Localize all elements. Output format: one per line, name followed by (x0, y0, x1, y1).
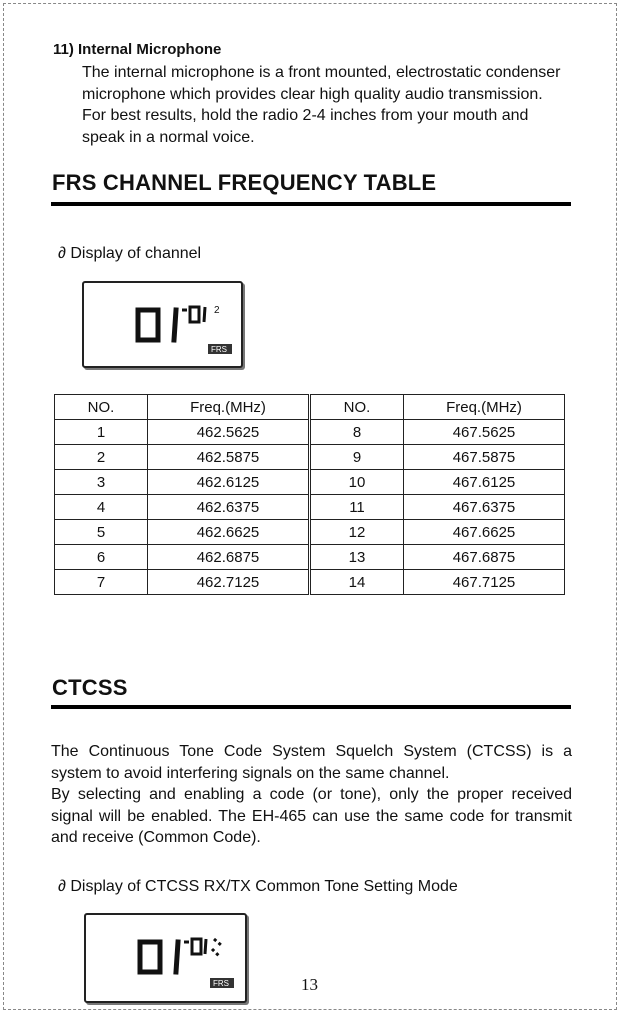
ctcss-paragraph-1: The Continuous Tone Code System Squelch System (CTCSS) is a system to avoid interfering signals on the same channel. (51, 743, 572, 782)
cell-freq: 462.6375 (148, 495, 310, 520)
table-row (55, 420, 565, 445)
frs-heading-rule (51, 202, 571, 206)
lcd-badge-text: FRS (211, 345, 227, 354)
cell-freq: 467.6375 (404, 495, 565, 520)
table-row (55, 495, 565, 520)
cell-freq: 462.5625 (148, 420, 310, 445)
cell-freq: 462.5875 (148, 445, 310, 470)
cell-no: 13 (310, 545, 404, 570)
lcd-segments-1 (84, 283, 241, 366)
cell-freq: 467.5625 (404, 420, 565, 445)
ctcss-display-label: ∂ Display of CTCSS RX/TX Common Tone Setting Mode (58, 878, 458, 895)
cell-freq: 467.5875 (404, 445, 565, 470)
frs-display-label: ∂ Display of channel (58, 245, 202, 262)
lcd-digit-0 (140, 942, 160, 972)
table-row (55, 545, 565, 570)
table-row (55, 470, 565, 495)
cell-no: 1 (55, 420, 148, 445)
cell-no: 9 (310, 445, 404, 470)
cell-freq: 467.6625 (404, 520, 565, 545)
section-11-body: The internal microphone is a front mounted, electrostatic condenser microphone which provides clear high quality audio transmission. For best results, hold the radio 2-4 inches from your mouth and speak in a normal voice. (82, 64, 561, 146)
header-no-1: NO. (55, 395, 148, 420)
cell-no: 3 (55, 470, 148, 495)
ctcss-paragraph-2: By selecting and enabling a code (or tone), only the proper received signal will be enabled. The EH-465 can use the same code for transmit and receive (Common Code). (51, 786, 572, 846)
cell-no: 7 (55, 570, 148, 595)
cell-no: 11 (310, 495, 404, 520)
table-header-row (55, 395, 565, 420)
ctcss-lcd-display (84, 913, 247, 1003)
svg-text:2: 2 (214, 305, 220, 316)
cell-freq: 462.6625 (148, 520, 310, 545)
cell-freq: 462.6875 (148, 545, 310, 570)
cell-freq: 462.7125 (196, 573, 260, 591)
ctcss-heading-rule (51, 705, 571, 709)
section-11-title: 11) Internal Microphone (53, 41, 222, 58)
frs-heading: FRS CHANNEL FREQUENCY TABLE (52, 170, 437, 195)
cell-no: 6 (55, 545, 148, 570)
lcd-digit-1 (174, 310, 176, 340)
cell-no: 8 (310, 420, 404, 445)
cell-no: 12 (310, 520, 404, 545)
channel-lcd-display (82, 281, 243, 368)
cell-no: 10 (310, 470, 404, 495)
frs-frequency-table (54, 394, 565, 595)
cell-no: 4 (55, 495, 148, 520)
table-row (55, 520, 565, 545)
lcd-digit-1 (176, 942, 178, 972)
table-row (55, 570, 565, 595)
lcd-digit-0 (138, 310, 158, 340)
ctcss-body (51, 741, 572, 849)
table-row (55, 445, 565, 470)
cell-freq: 467.6125 (404, 470, 565, 495)
cell-freq: 467.7125 (452, 573, 516, 591)
cell-freq: 462.6125 (148, 470, 310, 495)
cell-freq: 467.6875 (404, 545, 565, 570)
lcd-badge-text: FRS (213, 979, 229, 988)
cell-no: 5 (55, 520, 148, 545)
ctcss-heading: CTCSS (52, 675, 128, 700)
cell-no: 2 (55, 445, 148, 470)
page-number: 13 (301, 975, 318, 994)
cell-no: 14 (310, 570, 404, 595)
header-freq-1: Freq.(MHz) (148, 395, 310, 420)
header-freq-2: Freq.(MHz) (404, 395, 565, 420)
lcd-segments-2 (86, 915, 245, 1001)
header-no-2: NO. (310, 395, 404, 420)
